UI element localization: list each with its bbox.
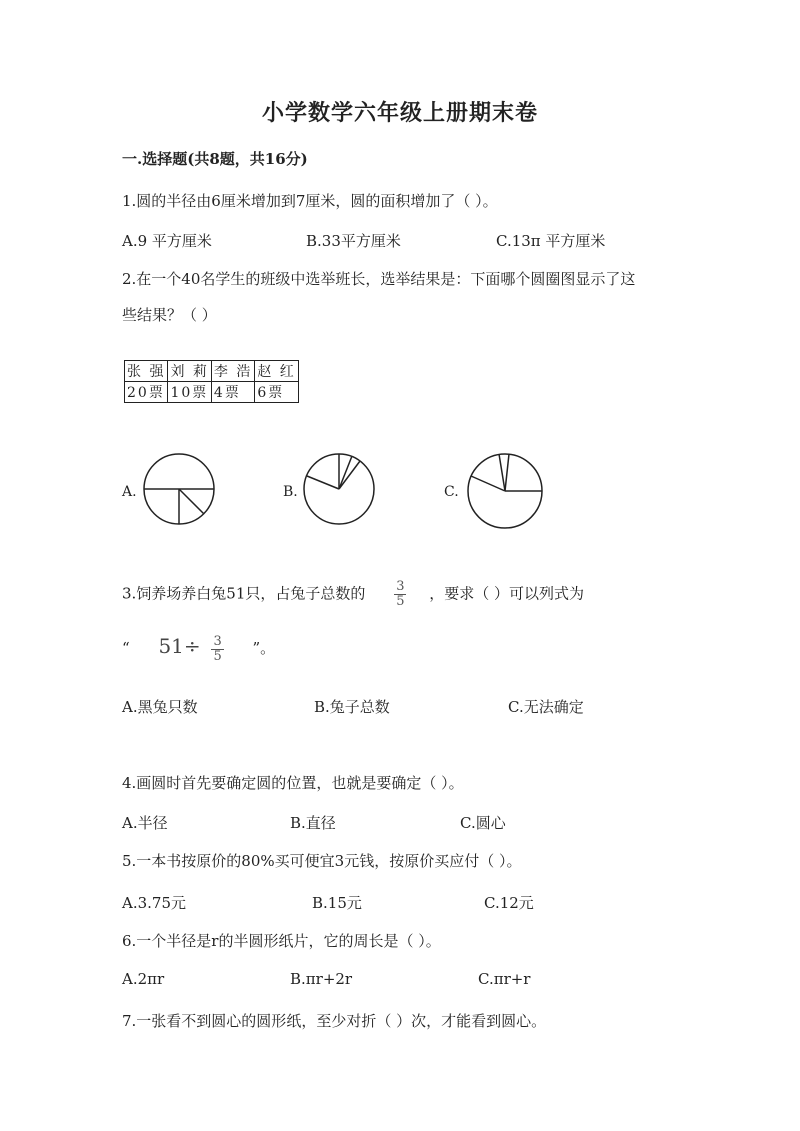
fraction-numerator: 3 [213, 633, 222, 649]
q5-option-b: B.15元 [312, 894, 362, 912]
table-cell: 刘 莉 [168, 361, 211, 382]
pie-chart-a [142, 452, 216, 526]
fraction-3-5 [394, 580, 406, 609]
table-cell: 6票 [255, 382, 298, 403]
table-row [125, 382, 299, 403]
q1-option-c: C.13π 平方厘米 [496, 232, 606, 250]
question-2-line2: 些结果？（ ） [122, 306, 217, 324]
pie-chart-b [302, 452, 376, 526]
question-4: 4.画圆时首先要确定圆的位置，也就是要确定（ ）。 [122, 774, 464, 792]
pie-b-label: B. [283, 484, 298, 500]
question-6: 6.一个半径是r的半圆形纸片，它的周长是（ ）。 [122, 932, 441, 950]
question-1: 1.圆的半径由6厘米增加到7厘米，圆的面积增加了（ ）。 [122, 192, 498, 210]
table-cell: 10票 [168, 382, 211, 403]
q6-option-b: B.πr+2r [290, 970, 353, 988]
fraction-numerator: 3 [396, 579, 405, 594]
page-title: 小学数学六年级上册期末卷 [261, 100, 538, 126]
expression-prefix: 51÷ [158, 634, 201, 658]
close-quote: ”。 [252, 639, 276, 657]
pie-c-label: C. [444, 484, 459, 500]
q3-text-after: ，要求（ ）可以列式为 [429, 584, 585, 603]
q6-option-c: C.πr+r [478, 970, 531, 988]
question-5: 5.一本书按原价的80%买可便宜3元钱，按原价买应付（ ）。 [122, 852, 522, 870]
question-7: 7.一张看不到圆心的圆形纸，至少对折（ ）次，才能看到圆心。 [122, 1012, 547, 1030]
open-quote: “ [122, 639, 130, 657]
fraction-denominator: 5 [396, 594, 405, 609]
pie-a-label: A. [122, 484, 137, 500]
table-cell: 20票 [125, 382, 168, 403]
q4-option-b: B.直径 [290, 814, 336, 832]
q3-option-b: B.兔子总数 [314, 698, 390, 716]
q4-option-c: C.圆心 [460, 814, 506, 832]
q5-option-c: C.12元 [484, 894, 534, 912]
table-row [125, 361, 299, 382]
q1-option-a: A.9 平方厘米 [122, 232, 212, 250]
q1-option-b: B.33平方厘米 [306, 232, 401, 250]
question-2-line1: 2.在一个40名学生的班级中选举班长，选举结果是：下面哪个圆圈图显示了这 [122, 270, 636, 288]
vote-table [124, 360, 299, 403]
table-cell: 4票 [211, 382, 254, 403]
q3-text-before: 3.饲养场养白兔51只，占兔子总数的 [122, 584, 366, 603]
section-heading: 一.选择题(共8题，共16分) [122, 150, 308, 168]
table-cell: 赵 红 [255, 361, 298, 382]
q5-option-a: A.3.75元 [122, 894, 186, 912]
table-cell: 李 浩 [211, 361, 254, 382]
q3-option-a: A.黑兔只数 [122, 698, 198, 716]
pie-chart-c [466, 452, 544, 530]
fraction-denominator: 5 [213, 648, 222, 664]
q3-option-c: C.无法确定 [508, 698, 584, 716]
table-cell: 张 强 [125, 361, 168, 382]
q4-option-a: A.半径 [122, 814, 168, 832]
q3-expression [122, 634, 275, 664]
q6-option-a: A.2πr [122, 970, 165, 988]
question-3 [122, 580, 584, 609]
expression-fraction [211, 635, 223, 664]
